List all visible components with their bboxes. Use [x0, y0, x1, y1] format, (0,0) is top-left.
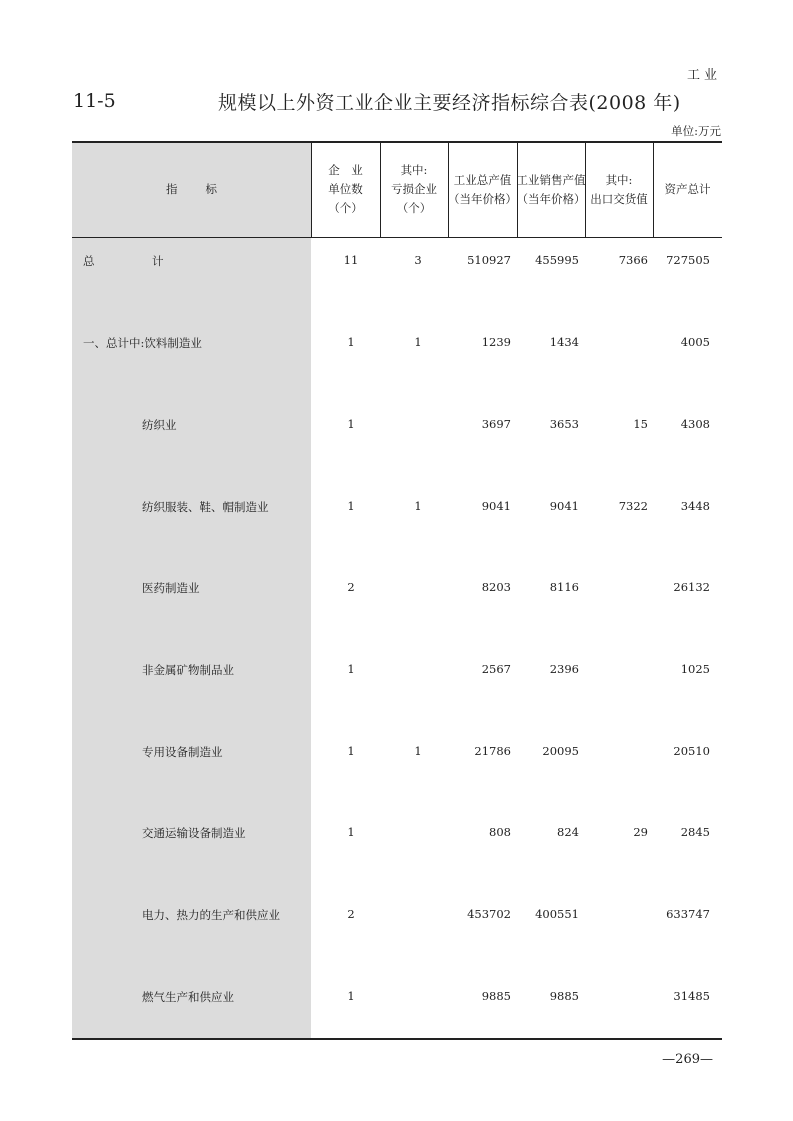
cell-gross: 9885 — [481, 989, 511, 1003]
header-gross-output — [448, 142, 517, 237]
table-row — [72, 333, 722, 353]
cell-assets: 4308 — [680, 417, 710, 431]
page-number: —269— — [662, 1052, 713, 1067]
cell-gross: 1239 — [481, 335, 511, 349]
row-label: 专用设备制造业 — [142, 745, 223, 759]
table-row — [72, 251, 722, 271]
cell-sales: 824 — [557, 825, 579, 839]
cell-gross: 21786 — [474, 744, 511, 758]
table-number: 11-5 — [73, 90, 116, 112]
cell-sales: 20095 — [542, 744, 579, 758]
table-row — [72, 823, 722, 843]
cell-gross: 510927 — [467, 253, 511, 267]
cell-assets: 633747 — [666, 907, 710, 921]
row-label: 纺织服装、鞋、帽制造业 — [142, 500, 269, 514]
row-label: 交通运输设备制造业 — [142, 826, 246, 840]
header-line: 工业销售产值 — [516, 172, 586, 187]
header-line: 其中: — [605, 172, 633, 187]
table-row — [72, 660, 722, 680]
cell-enterprises: 1 — [347, 335, 355, 349]
cell-enterprises: 11 — [343, 253, 359, 267]
cell-enterprises: 2 — [347, 907, 355, 921]
table-row — [72, 415, 722, 435]
header-line: 单位数 — [328, 182, 363, 196]
row-label: 燃气生产和供应业 — [142, 990, 234, 1004]
cell-sales: 455995 — [535, 253, 579, 267]
cell-enterprises: 1 — [347, 989, 355, 1003]
cell-sales: 400551 — [535, 907, 579, 921]
table-row — [72, 742, 722, 762]
table-row — [72, 987, 722, 1007]
cell-gross: 3697 — [481, 417, 511, 431]
cell-export: 29 — [633, 825, 648, 839]
row-label: 非金属矿物制品业 — [142, 663, 234, 677]
cell-sales: 8116 — [549, 580, 579, 594]
table-bottom-rule — [72, 1038, 722, 1040]
header-indicator-label: 指标 — [166, 182, 245, 196]
cell-sales: 2396 — [549, 662, 579, 676]
header-bottom-rule — [72, 237, 722, 238]
header-line: （当年价格） — [516, 191, 586, 206]
cell-enterprises: 1 — [347, 825, 355, 839]
table-row — [72, 497, 722, 517]
cell-enterprises: 1 — [347, 499, 355, 513]
page-title: 规模以上外资工业企业主要经济指标综合表(2008 年) — [218, 92, 681, 114]
row-label: 纺织业 — [142, 418, 177, 432]
cell-assets: 4005 — [680, 335, 710, 349]
cell-gross: 9041 — [481, 499, 511, 513]
cell-gross: 2567 — [481, 662, 511, 676]
cell-sales: 9885 — [549, 989, 579, 1003]
cell-enterprises: 1 — [347, 417, 355, 431]
header-line: （个） — [328, 201, 363, 215]
header-line: （当年价格） — [448, 191, 517, 206]
header-line: 资产总计 — [664, 182, 711, 196]
row-label: 电力、热力的生产和供应业 — [142, 908, 280, 922]
cell-loss: 1 — [414, 335, 422, 349]
cell-assets: 3448 — [680, 499, 710, 513]
header-line: 出口交货值 — [590, 191, 648, 206]
header-export-value — [585, 142, 653, 237]
table-row — [72, 905, 722, 925]
cell-enterprises: 1 — [347, 744, 355, 758]
cell-sales: 1434 — [549, 335, 579, 349]
cell-enterprises: 1 — [347, 662, 355, 676]
cell-assets: 1025 — [680, 662, 710, 676]
cell-assets: 20510 — [673, 744, 710, 758]
cell-assets: 31485 — [673, 989, 710, 1003]
unit-label: 单位:万元 — [671, 124, 721, 138]
header-line: 工业总产值 — [453, 172, 512, 187]
row-label: 一、总计中:饮料制造业 — [83, 336, 202, 350]
cell-assets: 727505 — [666, 253, 710, 267]
header-enterprises — [311, 142, 380, 237]
header-sales-output — [517, 142, 585, 237]
header-total-assets — [653, 142, 722, 237]
cell-sales: 3653 — [549, 417, 579, 431]
header-indicator — [72, 142, 311, 237]
cell-loss: 1 — [414, 499, 422, 513]
cell-gross: 808 — [489, 825, 511, 839]
table-row — [72, 578, 722, 598]
header-line: （个） — [396, 201, 432, 215]
cell-gross: 453702 — [467, 907, 511, 921]
cell-export: 7322 — [618, 499, 648, 513]
cell-gross: 8203 — [481, 580, 511, 594]
cell-export: 15 — [633, 417, 648, 431]
section-label: 工业 — [686, 68, 721, 83]
header-loss-enterprises — [380, 142, 448, 237]
cell-enterprises: 2 — [347, 580, 355, 594]
cell-assets: 26132 — [673, 580, 710, 594]
cell-assets: 2845 — [680, 825, 710, 839]
header-line: 其中: — [400, 163, 428, 177]
cell-loss: 3 — [414, 253, 422, 267]
row-label: 医药制造业 — [142, 581, 200, 595]
cell-sales: 9041 — [549, 499, 579, 513]
cell-export: 7366 — [618, 253, 648, 267]
header-line: 企 业 — [328, 163, 363, 177]
row-label: 总 计 — [83, 254, 164, 268]
header-line: 亏损企业 — [391, 182, 437, 196]
cell-loss: 1 — [414, 744, 422, 758]
